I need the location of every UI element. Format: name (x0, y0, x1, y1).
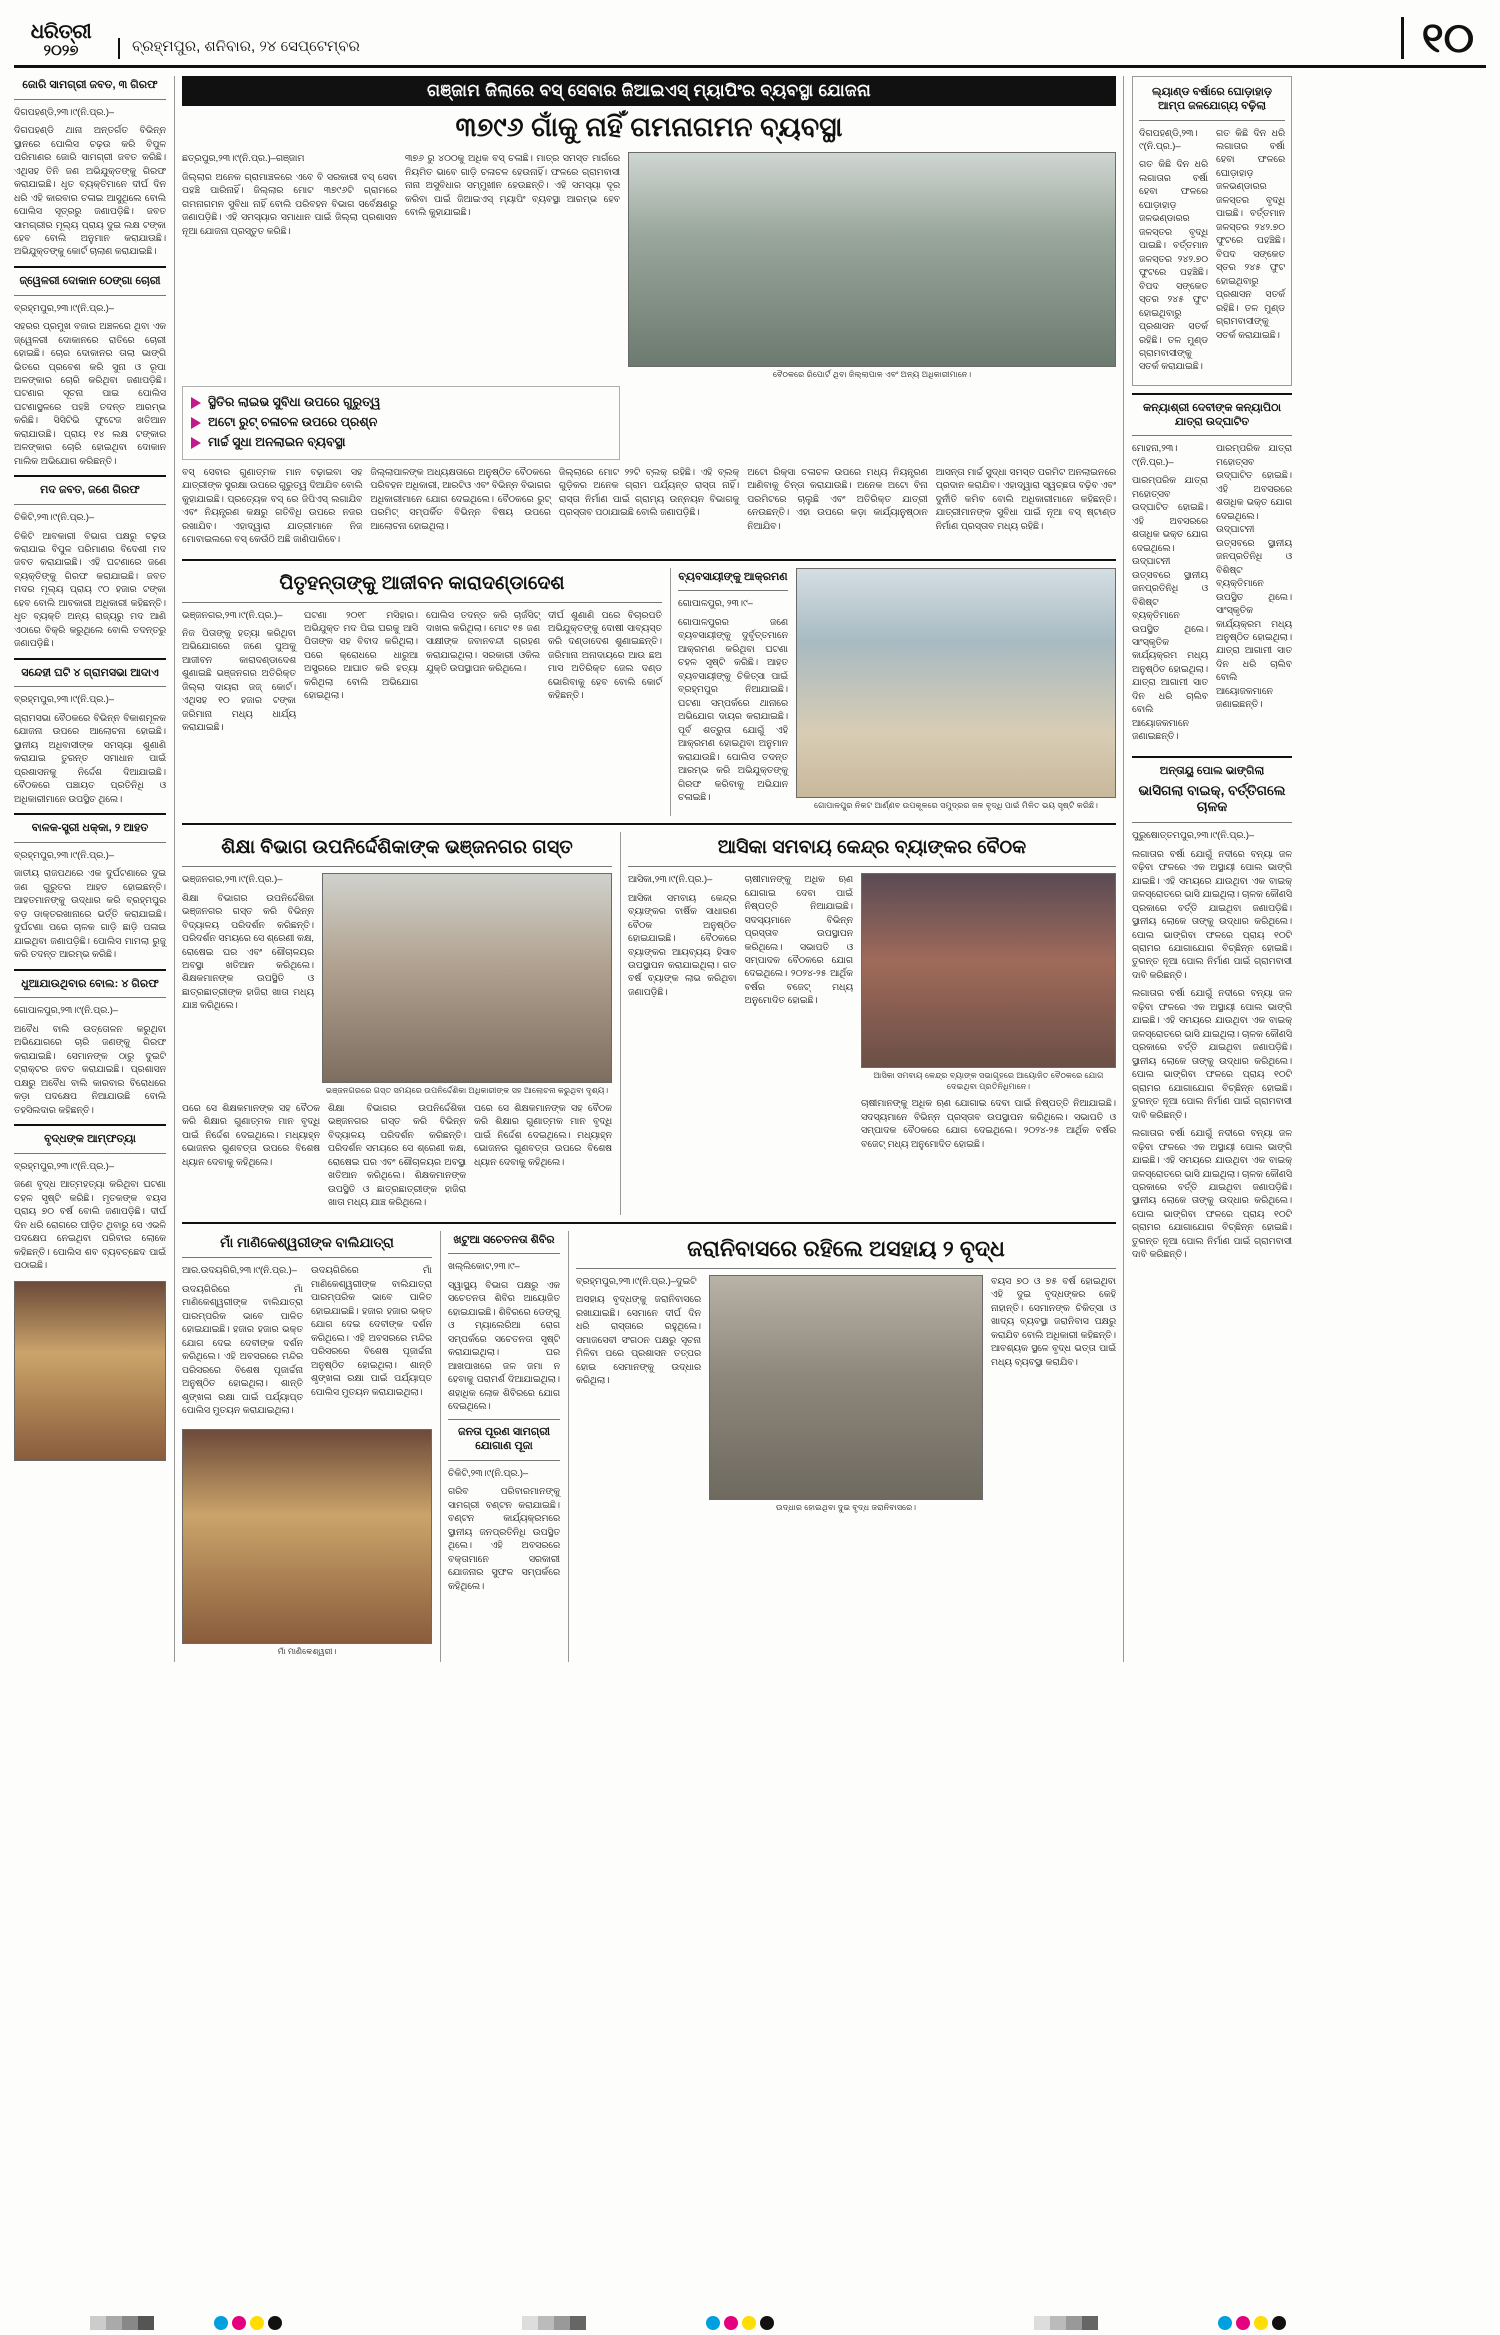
dateline: ଗୋପାଳପୁର,୨୩।୯(ନି.ପ୍ର.)– (14, 1005, 118, 1016)
story-body: ଚାଷୀମାନଙ୍କୁ ଅଧିକ ଋଣ ଯୋଗାଇ ଦେବା ପାଇଁ ନିଷ୍ପତ୍ତି ନିଆଯାଇଛି। ସଦସ୍ୟମାନେ ବିଭିନ୍ନ ପ୍ରସ୍ତାବ ଉପସ୍ଥାପନ କରିଥିଲେ। ସଭାପତି ଓ ସମ୍ପାଦକ ବୈଠକରେ ଯୋଗ ଦେଇଥିଲେ। ୨୦୨୪-୨୫ ଆର୍ଥିକ ବର୍ଷର ବଜେଟ୍ ମଧ୍ୟ ଅନୁମୋଦିତ ହୋଇଛି। (744, 874, 853, 1006)
story-yatra (1132, 402, 1292, 749)
oldage-col-2 (991, 1275, 1116, 1519)
story-body: ବସ୍ ସେବାର ଗୁଣାତ୍ମକ ମାନ ବଢ଼ାଇବା ସହ ଯାତ୍ରୀଙ୍କ ସୁରକ୍ଷା ଉପରେ ଗୁରୁତ୍ୱ ଦିଆଯିବ ବୋଲି କୁହାଯାଇଛି। ପ୍ରତ୍ୟେକ ବସ୍ ରେ ଜିପିଏସ୍ ଲଗାଯିବ ଏବଂ ନିୟନ୍ତ୍ରଣ କକ୍ଷରୁ ଗତିବିଧି ଉପରେ ନଜର ରଖାଯିବ। ଏହାଦ୍ୱାରା ଯାତ୍ରୀମାନେ ନିଜ ମୋବାଇଲରେ ବସ୍ କେଉଁଠି ଅଛି ଜାଣିପାରିବେ। (182, 466, 363, 545)
bank-photo-wrap (861, 873, 1116, 1156)
lead-col-e (936, 466, 1116, 552)
story-body: ଦିଗପହଣ୍ଡି ଥାନା ଅନ୍ତର୍ଗତ ବିଭିନ୍ନ ସ୍ଥାନରେ ପୋଲିସ ଚଢ଼ଉ କରି ବିପୁଳ ପରିମାଣର ଜୋରି ସାମଗ୍ରୀ ଜବତ କରିଛି। ଏଥିସହ ତିନି ଜଣ ଅଭିଯୁକ୍ତଙ୍କୁ ଗିରଫ କରାଯାଇଛି। ଧୃତ ବ୍ୟକ୍ତିମାନେ ଦୀର୍ଘ ଦିନ ଧରି ଏହି କାରବାର ଚଳାଇ ଆସୁଥିଲେ ବୋଲି ପୋଲିସ ସୂତ୍ରରୁ ଜଣାପଡ଼ିଛି। ଜବତ ସାମଗ୍ରୀର ମୂଲ୍ୟ ପ୍ରାୟ ଦୁଇ ଲକ୍ଷ ଟଙ୍କା ହେବ ବୋଲି ଅନୁମାନ କରାଯାଉଛି। ଅଭିଯୁକ୍ତଙ୍କୁ କୋର୍ଟ ଚାଲାଣ କରାଯାଇଛି। (14, 125, 166, 257)
headline: ଆସିକା ସମବାୟ କେନ୍ଦ୍ର ବ୍ୟାଙ୍କର ବୈଠକ (717, 837, 1027, 859)
bank-cols (628, 873, 1116, 1156)
lead-filler (628, 386, 1116, 460)
yatra-col-2 (1216, 442, 1292, 748)
dateline: ବ୍ରହ୍ମପୁର,୨୩।୯(ନି.ପ୍ର.)– (14, 302, 115, 313)
story-body: ଅସହାୟ ବୃଦ୍ଧଙ୍କୁ ଜରାନିବାସରେ ରଖାଯାଇଛି। ସେମାନେ ଦୀର୍ଘ ଦିନ ଧରି ରାସ୍ତାରେ ରହୁଥିଲେ। ସମାଜସେବୀ ସଂଗଠନ ପକ୍ଷରୁ ସୂଚନା ମିଳିବା ପରେ ପ୍ରଶାସନ ତତ୍ପର ହୋଇ ସେମାନଙ୍କୁ ଉଦ୍ଧାର କରିଥିଲା। (576, 1294, 701, 1386)
bullet-label: ମାର୍ଚ୍ଚ ସୁଧା ଅନଲାଇନ ବ୍ୟବସ୍ଥା (208, 435, 346, 450)
arrow-icon (191, 437, 201, 449)
story-body-cont: ଲଗାତାର ବର୍ଷା ଯୋଗୁଁ ନଦୀରେ ବନ୍ୟା ଜଳ ବଢ଼ିବା ଫଳରେ ଏକ ଅସ୍ଥାୟୀ ପୋଲ ଭାଙ୍ଗି ଯାଇଛି। ଏହି ସମୟରେ ଯାଉଥିବା ଏକ ବାଇକ୍ ଜଳସ୍ରୋତରେ ଭାସି ଯାଇଥିଲା। ଚାଳକ କୌଣସି ପ୍ରକାରେ ବର୍ତ୍ତି ଯାଇଥିବା ଜଣାପଡ଼ିଛି। ସ୍ଥାନୀୟ ଲୋକେ ତାଙ୍କୁ ଉଦ୍ଧାର କରିଥିଲେ। ପୋଲ ଭାଙ୍ଗିବା ଫଳରେ ପ୍ରାୟ ୧୦ଟି ଗ୍ରାମର ଯୋଗାଯୋଗ ବିଚ୍ଛିନ୍ନ ହୋଇଛି। ତୁରନ୍ତ ନୂଆ ପୋଲ ନିର୍ମାଣ ପାଇଁ ଗ୍ରାମବାସୀ ଦାବି କରିଛନ୍ତି। (1132, 988, 1292, 1120)
photo-caption: ମାଁ ମାଣିକେଶ୍ୱରୀ। (277, 1646, 337, 1656)
attack-story (670, 568, 788, 817)
story-jewel-seize (14, 79, 166, 259)
headline: ବୃଦ୍ଧଙ୍କ ଆମ୍ଫତ୍ୟା (44, 1133, 136, 1146)
dateline: ଛତ୍ରପୁର,୨୩।୯(ନି.ପ୍ର.)–ଗଞ୍ଜାମ (182, 153, 305, 164)
headline: ଖଟୁଆ ସଚେତନତା ଶିବିର (453, 1233, 555, 1246)
temple-photo (182, 1429, 432, 1644)
lead-story (182, 76, 1116, 552)
dateline: ପୁରୁଷୋତ୍ତମପୁର,୨୩।୯(ନି.ପ୍ର.)– (1132, 830, 1255, 841)
mid-row (182, 568, 1116, 817)
bank-col-2 (745, 873, 854, 1156)
court-col-2 (304, 609, 418, 740)
bank-col-1 (628, 873, 737, 1156)
bullet-item (191, 433, 611, 453)
dateline: ବ୍ରହ୍ମପୁର,୨୩।୯(ନି.ପ୍ର.)– (14, 1160, 115, 1171)
masthead (14, 0, 1486, 68)
story-body: ଗ୍ରାମସଭା ବୈଠକରେ ବିଭିନ୍ନ ବିକାଶମୂଳକ ଯୋଜନା ଉପରେ ଆଲୋଚନା ହୋଇଛି। ସ୍ଥାନୀୟ ଅଧିବାସୀଙ୍କ ସମସ୍ୟା ଶୁଣାଣି କରାଯାଇ ତୁରନ୍ତ ସମାଧାନ ପାଇଁ ପ୍ରଶାସନକୁ ନିର୍ଦ୍ଦେଶ ଦିଆଯାଇଛି। ବୈଠକରେ ପଞ୍ଚାୟତ ପ୍ରତିନିଧି ଓ ଅଧିକାରୀମାନେ ଉପସ୍ଥିତ ଥିଲେ। (14, 712, 166, 804)
story-sand-mining (14, 978, 166, 1118)
headline: ଲ୍ୟାଣ୍ଡ ବର୍ଷାରେ ଘୋଡ଼ାହାଡ଼ ଆମ୍ପ ଜଳଯୋଗ୍ୟ ବଢ଼ିଲା (1152, 86, 1272, 112)
story-reservoir (1132, 76, 1292, 386)
sea-photo (796, 568, 1116, 798)
lead-col-d (747, 466, 927, 552)
page-grid (14, 76, 1486, 1662)
lead-headline: ୩୭୯୬ ଗାଁକୁ ନାହିଁ ଗମନାଗମନ ବ୍ୟବସ୍ଥା (455, 112, 843, 143)
headline: କନ୍ୟାଶ୍ରୀ ଦେବୀଙ୍କ କନ୍ୟାପିଠା ଯାତ୍ରା ଉଦ୍‌ଘାଟିତ (1143, 401, 1281, 428)
headline: ମଦ ଜବତ, ଜଣେ ଗିରଫ (40, 484, 140, 497)
yatra-cols (1132, 442, 1292, 748)
headline: ଜରାନିବାସରେ ରହିଲେ ଅସହାୟ ୨ ବୃଦ୍ଧ (687, 1235, 1005, 1261)
oldage-cols (576, 1275, 1116, 1519)
photo-caption: ଆସିକା ସମବାୟ କେନ୍ଦ୍ର ବ୍ୟାଙ୍କ ସଭାଗୃହରେ ଆୟୋଜିତ ବୈଠକରେ ଯୋଗ ଦେଇଥିବା ପ୍ରତିନିଧିମାନେ। (873, 1071, 1104, 1091)
story-body: ପାରମ୍ପରିକ ଯାତ୍ରା ମହୋତ୍ସବ ଉଦ୍‌ଘାଟିତ ହୋଇଛି। ଏହି ଅବସରରେ ଶତାଧିକ ଭକ୍ତ ଯୋଗ ଦେଇଥିଲେ। ଉଦ୍‌ଘାଟନୀ ଉତ୍ସବରେ ସ୍ଥାନୀୟ ଜନପ୍ରତିନିଧି ଓ ବିଶିଷ୍ଟ ବ୍ୟକ୍ତିମାନେ ଉପସ୍ଥିତ ଥିଲେ। ସାଂସ୍କୃତିକ କାର୍ଯ୍ୟକ୍ରମ ମଧ୍ୟ ଅନୁଷ୍ଠିତ ହୋଇଥିଲା। ଯାତ୍ରା ଆଗାମୀ ସାତ ଦିନ ଧରି ଚାଲିବ ବୋଲି ଆୟୋଜକମାନେ ଜଣାଇଛନ୍ତି। (1216, 443, 1292, 710)
bullet-label: ସ୍ଥିତିର ଲାଇଭ ସୁବିଧା ଉପରେ ଗୁରୁତ୍ୱ (208, 395, 381, 410)
color-dots-right (1218, 2316, 1286, 2330)
headline: ବାଳକ-ସ୍ତ୍ରୀ ଧକ୍କା, ୨ ଆହତ (31, 822, 149, 835)
education-photo (322, 873, 612, 1083)
story-body: ଦୀର୍ଘ ଶୁଣାଣି ପରେ ବିଚାରପତି ଅଭିଯୁକ୍ତଙ୍କୁ ଦୋଷୀ ସାବ୍ୟସ୍ତ କରି ଦଣ୍ଡାଦେଶ ଶୁଣାଇଛନ୍ତି। ଜରିମାନା ଅନାଦାୟରେ ଆଉ ଛଅ ମାସ ଅତିରିକ୍ତ ଜେଲ ଦଣ୍ଡ ଭୋଗିବାକୁ ହେବ ବୋଲି କୋର୍ଟ କହିଛନ୍ତି। (548, 609, 662, 701)
lead-text-col-2 (405, 152, 620, 386)
story-liquor-seized (14, 484, 166, 650)
sub-headline: ଜନତା ପୂରଣ ସାମଗ୍ରୀ ଯୋଗାଣ ପୂଜା (457, 1426, 550, 1453)
color-registration-bar (0, 2311, 1500, 2335)
dateline: ଦିଗପହଣ୍ଡି,୨୩।୯(ନି.ପ୍ର.)– (14, 106, 115, 117)
oldage-photo-wrap (709, 1275, 983, 1519)
story-body: ପରେ ସେ ଶିକ୍ଷକମାନଙ୍କ ସହ ବୈଠକ କରି ଶିକ୍ଷାର ଗୁଣାତ୍ମକ ମାନ ବୃଦ୍ଧି ପାଇଁ ନିର୍ଦ୍ଦେଶ ଦେଇଥିଲେ। ମଧ୍ୟାହ୍ନ ଭୋଜନର ଗୁଣବତ୍ତା ଉପରେ ବିଶେଷ ଧ୍ୟାନ ଦେବାକୁ କହିଥିଲେ। (474, 1102, 612, 1167)
photo-caption: ଭଞ୍ଜନଗରରେ ଗସ୍ତ ସମୟରେ ଉପନିର୍ଦ୍ଦେଶିକା ଅଧିକାରୀଙ୍କ ସହ ଆଲୋଚନା କରୁଥିବା ଦୃଶ୍ୟ। (325, 1086, 609, 1096)
story-body: ଗତ କିଛି ଦିନ ଧରି ଲଗାତାର ବର୍ଷା ହେବା ଫଳରେ ଘୋଡ଼ାହାଡ଼ ଜଳଭଣ୍ଡାରର ଜଳସ୍ତର ବୃଦ୍ଧି ପାଇଛି। ବର୍ତ୍ତମାନ ଜଳସ୍ତର ୨୪୨.୭୦ ଫୁଟରେ ପହଞ୍ଚିଛି। ବିପଦ ସଙ୍କେତ ସ୍ତର ୨୪୫ ଫୁଟ ହୋଇଥିବାରୁ ପ୍ରଶାସନ ସତର୍କ ରହିଛି। ତଳ ମୁଣ୍ଡ ଗ୍ରାମବାସୀଙ୍କୁ ସତର୍କ କରାଯାଇଛି। (1139, 159, 1208, 372)
lead-para-2: ୩୭୬ ରୁ ୪୦୦କୁ ଅଧିକ ବସ୍ ଚଳାଛି। ମାତ୍ର ସମସ୍ତ ମାର୍ଗରେ ନିୟମିତ ଭାବେ ଗାଡ଼ି ଚଳାଚଳ ହେଉନାହିଁ। ଫଳରେ ଗ୍ରାମବାସୀ ନାନା ଅସୁବିଧାର ସମ୍ମୁଖୀନ ହେଉଛନ୍ତି। ଏହି ସମସ୍ୟା ଦୂର କରିବା ପାଇଁ ଜିଆଇଏସ୍ ମ୍ୟାପିଂ ବ୍ୟବସ୍ଥା ଆରମ୍ଭ ହେବ ବୋଲି କୁହାଯାଇଛି। (405, 153, 620, 218)
headline: ଭାସିଗଲା ବାଇକ୍, ବର୍ତ୍ତିଗଲେ ଚାଳକ (1138, 782, 1286, 815)
story-bridge (1132, 765, 1292, 1262)
reservoir-col-2 (1216, 127, 1285, 379)
yatra-col-1 (1132, 442, 1208, 748)
court-story (182, 568, 662, 817)
education-bottom (182, 1102, 612, 1215)
headline: ଶିକ୍ଷା ବିଭାଗ ଉପନିର୍ଦ୍ଦେଶିକାଙ୍କ ଭଞ୍ଜନଗର ଗସ୍ତ (221, 837, 573, 859)
dateline: ଭଞ୍ଜନଗର,୨୩।୯(ନି.ପ୍ର.)– (182, 874, 283, 885)
education-col-x (182, 1102, 320, 1215)
story-body: ଉଦୟଗିରିରେ ମାଁ ମାଣିକେଶ୍ୱରୀଙ୍କ ବାଲିଯାତ୍ରା ପାରମ୍ପରିକ ଭାବେ ପାଳିତ ହୋଇଯାଇଛି। ହଜାର ହଜାର ଭକ୍ତ ଯୋଗ ଦେଇ ଦେବୀଙ୍କ ଦର୍ଶନ କରିଥିଲେ। ଏହି ଅବସରରେ ମନ୍ଦିର ପରିସରରେ ବିଶେଷ ପୂଜାର୍ଚ୍ଚନା ଅନୁଷ୍ଠିତ ହୋଇଥିଲା। ଶାନ୍ତି ଶୃଙ୍ଖଳା ରକ୍ଷା ପାଇଁ ପର୍ଯ୍ୟାପ୍ତ ପୋଲିସ ମୁତୟନ କରାଯାଇଥିଲା। (311, 1265, 432, 1397)
story-body: ଲଗାତାର ବର୍ଷା ଯୋଗୁଁ ନଦୀରେ ବନ୍ୟା ଜଳ ବଢ଼ିବା ଫଳରେ ଏକ ଅସ୍ଥାୟୀ ପୋଲ ଭାଙ୍ଗି ଯାଇଛି। ଏହି ସମୟରେ ଯାଉଥିବା ଏକ ବାଇକ୍ ଜଳସ୍ରୋତରେ ଭାସି ଯାଇଥିଲା। ଚାଳକ କୌଣସି ପ୍ରକାରେ ବର୍ତ୍ତି ଯାଇଥିବା ଜଣାପଡ଼ିଛି। ସ୍ଥାନୀୟ ଲୋକେ ତାଙ୍କୁ ଉଦ୍ଧାର କରିଥିଲେ। ପୋଲ ଭାଙ୍ଗିବା ଫଳରେ ପ୍ରାୟ ୧୦ଟି ଗ୍ରାମର ଯୋଗାଯୋଗ ବିଚ୍ଛିନ୍ନ ହୋଇଛି। ତୁରନ୍ତ ନୂଆ ପୋଲ ନିର୍ମାଣ ପାଇଁ ଗ୍ରାମବାସୀ ଦାବି କରିଛନ୍ତି। (1132, 848, 1292, 980)
color-dots-mid (706, 2316, 774, 2330)
reservoir-col-1 (1139, 127, 1208, 379)
story-accident (14, 822, 166, 962)
dateline: ଭଞ୍ଜନଗର,୨୩।୯(ନି.ପ୍ର.)– (182, 609, 283, 620)
headline: ସନ୍ଦେହୀ ଘଟି ୪ ଗ୍ରାମସଭା ଆଦାଏ (21, 666, 159, 679)
lead-top-row (182, 152, 1116, 386)
temple-col-2 (311, 1264, 432, 1422)
story-body: ଅବୈଧ ବାଲି ଉତ୍ତୋଳନ କରୁଥିବା ଅଭିଯୋଗରେ ଚାରି ଜଣଙ୍କୁ ଗିରଫ କରାଯାଇଛି। ସେମାନଙ୍କ ଠାରୁ ଦୁଇଟି ଟ୍ରାକ୍ଟର ଜବତ କରାଯାଇଛି। ପ୍ରଶାସନ ପକ୍ଷରୁ ଅବୈଧ ବାଲି କାରବାର ବିରୋଧରେ କଡ଼ା ପଦକ୍ଷେପ ନିଆଯାଉଛି ବୋଲି ତହସିଲଦାର କହିଛନ୍ତି। (14, 1023, 166, 1115)
bottom-row (182, 1231, 1116, 1663)
education-text (182, 873, 314, 1102)
story-jewellery-theft (14, 275, 166, 468)
photo-caption: ଗୋପାଳପୁର ନିକଟ ଆର୍ଣ୍ଣବ ଉପକୂଳରେ ସମୁଦ୍ରର ଜଳ ବୃଦ୍ଧି ପାଇଁ ମିଳିତ ଭୟ ସୃଷ୍ଟି କରିଛି। (814, 800, 1098, 810)
story-body: ଘଟଣା ୨୦୧୮ ମସିହାର। ଅଭିଯୁକ୍ତ ମଦ ପିଇ ଘରକୁ ଆସି ପିତାଙ୍କ ସହ ବିବାଦ କରିଥିଲା। ପରେ କ୍ରୋଧରେ ଧାରୁଆ ଅସ୍ତ୍ରରେ ଆଘାତ କରି ହତ୍ୟା କରିଥିଲା ବୋଲି ଅଭିଯୋଗ ହୋଇଥିଲା। (304, 609, 418, 701)
bank-photo (861, 873, 1116, 1068)
story-body: ଉଦୟଗିରିରେ ମାଁ ମାଣିକେଶ୍ୱରୀଙ୍କ ବାଲିଯାତ୍ରା ପାରମ୍ପରିକ ଭାବେ ପାଳିତ ହୋଇଯାଇଛି। ହଜାର ହଜାର ଭକ୍ତ ଯୋଗ ଦେଇ ଦେବୀଙ୍କ ଦର୍ଶନ କରିଥିଲେ। ଏହି ଅବସରରେ ମନ୍ଦିର ପରିସରରେ ବିଶେଷ ପୂଜାର୍ଚ୍ଚନା ଅନୁଷ୍ଠିତ ହୋଇଥିଲା। ଶାନ୍ତି ଶୃଙ୍ଖଳା ରକ୍ଷା ପାଇଁ ପର୍ଯ୍ୟାପ୍ତ ପୋଲିସ ମୁତୟନ କରାଯାଇଥିଲା। (182, 1283, 303, 1416)
dateline: ଖଲ୍ଲିକୋଟ,୨୩।୯– (448, 1261, 520, 1272)
headline-kicker: ଅନ୍ତାୟୁ ପୋଲ ଭାଙ୍ଗିଲା (1159, 764, 1265, 777)
color-dots-left (214, 2316, 282, 2330)
camp-story (440, 1231, 560, 1663)
gray-patches-right (1034, 2316, 1098, 2330)
dateline: ଦିଗପହଣ୍ଡି,୨୩।୯(ନି.ପ୍ର.)– (1139, 127, 1198, 151)
story-body: ଚିକିଟି ଆବକାରୀ ବିଭାଗ ପକ୍ଷରୁ ଚଢ଼ଉ କରାଯାଇ ବିପୁଳ ପରିମାଣର ବିଦେଶୀ ମଦ ଜବତ କରାଯାଇଛି। ଏହି ଘଟଣାରେ ଜଣେ ବ୍ୟକ୍ତିଙ୍କୁ ଗିରଫ କରାଯାଇଛି। ଜବତ ମଦର ମୂଲ୍ୟ ପ୍ରାୟ ୯୦ ହଜାର ଟଙ୍କା ହେବ ବୋଲି ଆବକାରୀ ଅଧିକାରୀ କହିଛନ୍ତି। ଧୃତ ବ୍ୟକ୍ତି ଅନ୍ୟ ରାଜ୍ୟରୁ ମଦ ଆଣି ଏଠାରେ ବିକ୍ରି କରୁଥିଲେ ବୋଲି ତଦନ୍ତରୁ ଜଣାପଡ଼ିଛି। (14, 530, 166, 649)
left-column (14, 76, 166, 1662)
story-body: ପୋଲିସ ତଦନ୍ତ କରି ଚାର୍ଜସିଟ୍ ଦାଖଲ କରିଥିଲା। ମୋଟ ୧୫ ଜଣ ସାକ୍ଷୀଙ୍କ ଜବାନବନ୍ଦୀ ଗ୍ରହଣ କରାଯାଇଥିଲା। ସରକାରୀ ଓକିଲ ଯୁକ୍ତି ଉପସ୍ଥାପନ କରିଥିଲେ। (426, 609, 540, 674)
dateline: ଚିକିଟି,୨୩।୯(ନି.ପ୍ର.)– (14, 512, 95, 523)
story-body: ପରେ ସେ ଶିକ୍ଷକମାନଙ୍କ ସହ ବୈଠକ କରି ଶିକ୍ଷାର ଗୁଣାତ୍ମକ ମାନ ବୃଦ୍ଧି ପାଇଁ ନିର୍ଦ୍ଦେଶ ଦେଇଥିଲେ। ମଧ୍ୟାହ୍ନ ଭୋଜନର ଗୁଣବତ୍ତା ଉପରେ ବିଶେଷ ଧ୍ୟାନ ଦେବାକୁ କହିଥିଲେ। (182, 1102, 320, 1167)
headline: ଧୁଆଯାଉଥିବାର ବୋଲ: ୪ ଗିରଫ (21, 977, 159, 990)
story-body: ଜିଲ୍ଲାପାଳଙ୍କ ଅଧ୍ୟକ୍ଷତାରେ ଅନୁଷ୍ଠିତ ବୈଠକରେ ପରିବହନ ଅଧିକାରୀ, ଆରଟିଓ ଏବଂ ବିଭିନ୍ନ ବିଭାଗର ଅଧିକାରୀମାନେ ଯୋଗ ଦେଇଥିଲେ। ବୈଠକରେ ରୁଟ୍ ପରମିଟ୍ ସମ୍ପର୍କିତ ବିଭିନ୍ନ ବିଷୟ ଉପରେ ଆଲୋଚନା ହୋଇଥିଲା। (370, 466, 551, 531)
bullet-item (191, 413, 611, 433)
story-body: ଶିକ୍ଷା ବିଭାଗର ଉପନିର୍ଦ୍ଦେଶିକା ଭଞ୍ଜନଗର ଗସ୍ତ କରି ବିଭିନ୍ନ ବିଦ୍ୟାଳୟ ପରିଦର୍ଶନ କରିଛନ୍ତି। ପରିଦର୍ଶନ ସମୟରେ ସେ ଶ୍ରେଣୀ କକ୍ଷ, ରୋଷେଇ ଘର ଏବଂ ଶୌଚାଳୟର ଅବସ୍ଥା ଖତିଆନ କରିଥିଲେ। ଶିକ୍ଷକମାନଙ୍କ ଉପସ୍ଥିତି ଓ ଛାତ୍ରଛାତ୍ରୀଙ୍କ ହାଜିରା ଖାତା ମଧ୍ୟ ଯାଞ୍ଚ କରିଥିଲେ। (182, 892, 314, 1011)
dateline: ମୋହନା,୨୩।୯(ନି.ପ୍ର.)– (1132, 443, 1178, 467)
oldage-col-1 (576, 1275, 701, 1519)
bank-story (620, 832, 1116, 1214)
dateline: ଆସିକା,୨୩।୯(ନି.ପ୍ର.)– (628, 874, 713, 885)
temple-story (182, 1231, 432, 1663)
story-body: ଆସିକା ସମବାୟ କେନ୍ଦ୍ର ବ୍ୟାଙ୍କର ବାର୍ଷିକ ସାଧାରଣ ବୈଠକ ଅନୁଷ୍ଠିତ ହୋଇଯାଇଛି। ବୈଠକରେ ବ୍ୟାଙ୍କର ଆୟବ୍ୟୟ ହିସାବ ଉପସ୍ଥାପନ କରାଯାଇଥିଲା। ଗତ ବର୍ଷ ବ୍ୟାଙ୍କ ଲାଭ କରିଥିବା ଜଣାପଡ଼ିଛି। (628, 892, 737, 997)
court-col-1 (182, 609, 296, 740)
lead-bullets-row (182, 386, 1116, 460)
reservoir-cols (1139, 127, 1285, 379)
arrow-icon (191, 417, 201, 429)
dateline: ଆର.ଉଦୟଗିରି,୨୩।୯(ନି.ପ୍ର.)– (182, 1265, 297, 1276)
gray-patches-mid (522, 2316, 586, 2330)
story-body: ଅଟୋ ରିକ୍ସା ଚଳାଚଳ ଉପରେ ମଧ୍ୟ ନିୟନ୍ତ୍ରଣ ଆଣିବାକୁ ଚିନ୍ତା କରାଯାଉଛି। ଅନେକ ଅଟୋ ବିନା ପରମିଟରେ ଚାଲୁଛି ଏବଂ ଅତିରିକ୍ତ ଯାତ୍ରୀ ନେଉଛନ୍ତି। ଏହା ଉପରେ କଡ଼ା କାର୍ଯ୍ୟାନୁଷ୍ଠାନ ନିଆଯିବ। (747, 466, 928, 531)
paper-name: ଧରିତ୍ରୀ (30, 21, 92, 44)
story-body: ଚାଷୀମାନଙ୍କୁ ଅଧିକ ଋଣ ଯୋଗାଇ ଦେବା ପାଇଁ ନିଷ୍ପତ୍ତି ନିଆଯାଇଛି। ସଦସ୍ୟମାନେ ବିଭିନ୍ନ ପ୍ରସ୍ତାବ ଉପସ୍ଥାପନ କରିଥିଲେ। ସଭାପତି ଓ ସମ୍ପାଦକ ବୈଠକରେ ଯୋଗ ଦେଇଥିଲେ। ୨୦୨୪-୨୫ ଆର୍ଥିକ ବର୍ଷର ବଜେଟ୍ ମଧ୍ୟ ଅନୁମୋଦିତ ହୋଇଛି। (861, 1098, 1116, 1149)
court-col-3 (426, 609, 540, 740)
story-body: ସ୍ୱାସ୍ଥ୍ୟ ବିଭାଗ ପକ୍ଷରୁ ଏକ ସଚେତନତା ଶିବିର ଆୟୋଜିତ ହୋଇଯାଇଛି। ଶିବିରରେ ଡେଙ୍ଗୁ ଓ ମ୍ୟାଲେରିଆ ରୋଗ ସମ୍ପର୍କରେ ସଚେତନତା ସୃଷ୍ଟି କରାଯାଇଥିଲା। ଘର ଆଖପାଖରେ ଜଳ ଜମା ନ ହେବାକୁ ପରାମର୍ଶ ଦିଆଯାଇଥିଲା। ଶହାଧିକ ଲୋକ ଶିବିରରେ ଯୋଗ ଦେଇଥିଲେ। (448, 1279, 560, 1412)
education-col-y (328, 1102, 466, 1215)
headline: ଜ୍ୱେଳରୀ ଦୋକାନ ଠେଙ୍ଗା ଚୋରୀ (19, 274, 161, 287)
story-body: ନିଜ ପିତାଙ୍କୁ ହତ୍ୟା କରିଥିବା ଅଭିଯୋଗରେ ଜଣେ ପୁଅକୁ ଆଜୀବନ କାରାଦଣ୍ଡାଦେଶ ଶୁଣାଇଛି ଭଞ୍ଜନଗର ଅତିରିକ୍ତ ଜିଲ୍ଲା ଦାୟରା ଜଜ୍ କୋର୍ଟ। ଏଥିସହ ୧୦ ହଜାର ଟଙ୍କା ଜରିମାନା ମଧ୍ୟ ଧାର୍ଯ୍ୟ କରାଯାଇଛି। (182, 627, 296, 733)
education-col-z (474, 1102, 612, 1215)
story-body: ଗୋପାଳପୁରର ଜଣେ ବ୍ୟବସାୟୀଙ୍କୁ ଦୁର୍ବୃତ୍ତମାନେ ଆକ୍ରମଣ କରିଥିବା ଘଟଣା ଚହଳ ସୃଷ୍ଟି କରିଛି। ଆହତ ବ୍ୟବସାୟୀଙ୍କୁ ଚିକିତ୍ସା ପାଇଁ ବ୍ରହ୍ମପୁର ନିଆଯାଇଛି। ଘଟଣା ସମ୍ପର୍କରେ ଥାନାରେ ଅଭିଯୋଗ ଦାୟର କରାଯାଇଛି। ପୂର୍ବ ଶତ୍ରୁତା ଯୋଗୁଁ ଏହି ଆକ୍ରମଣ ହୋଇଥିବା ଅନୁମାନ କରାଯାଉଛି। ପୋଲିସ ତଦନ୍ତ ଆରମ୍ଭ କରି ଅଭିଯୁକ୍ତଙ୍କୁ ଗିରଫ କରିବାକୁ ଅଭିଯାନ ଚଳାଇଛି। (678, 616, 788, 803)
dateline: ବ୍ରହ୍ମପୁର,୨୩।୯(ନି.ପ୍ର.)– (14, 694, 115, 705)
story-body: ବୟସ ୭୦ ଓ ୭୫ ବର୍ଷ ହୋଇଥିବା ଏହି ଦୁଇ ବୃଦ୍ଧଙ୍କର କେହି ନାହାନ୍ତି। ସେମାନଙ୍କ ଚିକିତ୍ସା ଓ ଖାଦ୍ୟ ବ୍ୟବସ୍ଥା ଜରାନିବାସ ପକ୍ଷରୁ କରାଯିବ ବୋଲି ଅଧିକାରୀ କହିଛନ୍ତି। ଆବଶ୍ୟକ ସ୍ଥଳେ ବୃଦ୍ଧ ଭତ୍ତା ପାଇଁ ମଧ୍ୟ ବ୍ୟବସ୍ଥା କରାଯିବ। (991, 1275, 1116, 1367)
story-body: ଶିକ୍ଷା ବିଭାଗର ଉପନିର୍ଦ୍ଦେଶିକା ଭଞ୍ଜନଗର ଗସ୍ତ କରି ବିଭିନ୍ନ ବିଦ୍ୟାଳୟ ପରିଦର୍ଶନ କରିଛନ୍ତି। ପରିଦର୍ଶନ ସମୟରେ ସେ ଶ୍ରେଣୀ କକ୍ଷ, ରୋଷେଇ ଘର ଏବଂ ଶୌଚାଳୟର ଅବସ୍ଥା ଖତିଆନ କରିଥିଲେ। ଶିକ୍ଷକମାନଙ୍କ ଉପସ୍ଥିତି ଓ ଛାତ୍ରଛାତ୍ରୀଙ୍କ ହାଜିରା ଖାତା ମଧ୍ୟ ଯାଞ୍ଚ କରିଥିଲେ। (328, 1102, 466, 1208)
lead-kicker: ଗଞ୍ଜାମ ଜିଲାରେ ବସ୍ ସେବାର ଜିଆଇଏସ୍ ମ୍ୟାପିଂର ବ୍ୟବସ୍ଥା ଯୋଜନା (182, 76, 1116, 106)
edu-bank-row (182, 832, 1116, 1214)
temple-cols (182, 1264, 432, 1422)
education-story (182, 832, 612, 1214)
oldage-story (568, 1231, 1116, 1663)
headline: ଜୋରି ସାମଗ୍ରୀ ଜବତ, ୩ ଗିରଫ (22, 79, 158, 91)
headline: ମାଁ ମାଣିକେଶ୍ୱରୀଙ୍କ ବାଲିଯାତ୍ରା (220, 1234, 394, 1250)
story-body: ଜିଲ୍ଲାରେ ମୋଟ ୨୨ଟି ବ୍ଲକ୍ ରହିଛି। ଏହି ବ୍ଲକ୍ ଗୁଡ଼ିକର ଅନେକ ଗ୍ରାମ ପର୍ଯ୍ୟନ୍ତ ରାସ୍ତା ନାହିଁ। ରାସ୍ତା ନିର୍ମାଣ ପାଇଁ ଗ୍ରାମ୍ୟ ଉନ୍ନୟନ ବିଭାଗକୁ ପ୍ରସ୍ତାବ ପଠାଯାଇଛି ବୋଲି ଜଣାପଡ଼ିଛି। (558, 466, 740, 518)
dateline: ବ୍ରହ୍ମପୁର,୨୩।୯(ନି.ପ୍ର.)– (14, 849, 115, 860)
sea-photo-block (796, 568, 1116, 817)
story-body: ସହରର ପ୍ରମୁଖ ବଜାର ଅଞ୍ଚଳରେ ଥିବା ଏକ ଜ୍ୱେଳରୀ ଦୋକାନରେ ରାତିରେ ଚୋରୀ ହୋଇଛି। ଚୋର ଦୋକାନର ତାଲା ଭାଙ୍ଗି ଭିତରେ ପ୍ରବେଶ କରି ସୁନା ଓ ରୂପା ଅଳଙ୍କାର ଚୋରି କରିଥିବା ଜଣାପଡ଼ିଛି। ଘଟଣାର ସୂଚନା ପାଇ ପୋଲିସ ଘଟଣାସ୍ଥଳରେ ପହଞ୍ଚି ତଦନ୍ତ ଆରମ୍ଭ କରିଛି। ସିସିଟିଭି ଫୁଟେଜ ଖତିଆନ କରାଯାଉଛି। ପ୍ରାୟ ୧୪ ଲକ୍ଷ ଟଙ୍କାର ଅଳଙ୍କାର ଚୋରି ହୋଇଥିବା ଦୋକାନ ମାଲିକ ଅଭିଯୋଗ କରିଛନ୍ତି। (14, 321, 166, 466)
headline: ପିତୃହନ୍ତାଙ୍କୁ ଆଜୀବନ କାରାଦଣ୍ଡାଦେଶ (279, 572, 565, 594)
story-body: ଗତ କିଛି ଦିନ ଧରି ଲଗାତାର ବର୍ଷା ହେବା ଫଳରେ ଘୋଡ଼ାହାଡ଼ ଜଳଭଣ୍ଡାରର ଜଳସ୍ତର ବୃଦ୍ଧି ପାଇଛି। ବର୍ତ୍ତମାନ ଜଳସ୍ତର ୨୪୨.୭୦ ଫୁଟରେ ପହଞ୍ଚିଛି। ବିପଦ ସଙ୍କେତ ସ୍ତର ୨୪୫ ଫୁଟ ହୋଇଥିବାରୁ ପ୍ରଶାସନ ସତର୍କ ରହିଛି। ତଳ ମୁଣ୍ଡ ଗ୍ରାମବାସୀଙ୍କୁ ସତର୍କ କରାଯାଇଛି। (1216, 127, 1285, 340)
story-body: ଗରିବ ପରିବାରମାନଙ୍କୁ ସାମଗ୍ରୀ ବଣ୍ଟନ କରାଯାଇଛି। ବଣ୍ଟନ କାର୍ଯ୍ୟକ୍ରମରେ ସ୍ଥାନୀୟ ଜନପ୍ରତିନିଧି ଉପସ୍ଥିତ ଥିଲେ। ଏହି ଅବସରରେ ବକ୍ତାମାନେ ସରକାରୀ ଯୋଜନାର ସୁଫଳ ସମ୍ପର୍କରେ କହିଥିଲେ। (448, 1486, 560, 1591)
dateline: ବ୍ରହ୍ମପୁର,୨୩।୯(ନି.ପ୍ର.)–ଦୁଇଟି (576, 1275, 697, 1286)
lead-text-col-1 (182, 152, 397, 386)
story-body-cont2: ଲଗାତାର ବର୍ଷା ଯୋଗୁଁ ନଦୀରେ ବନ୍ୟା ଜଳ ବଢ଼ିବା ଫଳରେ ଏକ ଅସ୍ଥାୟୀ ପୋଲ ଭାଙ୍ଗି ଯାଇଛି। ଏହି ସମୟରେ ଯାଉଥିବା ଏକ ବାଇକ୍ ଜଳସ୍ରୋତରେ ଭାସି ଯାଇଥିଲା। ଚାଳକ କୌଣସି ପ୍ରକାରେ ବର୍ତ୍ତି ଯାଇଥିବା ଜଣାପଡ଼ିଛି। ସ୍ଥାନୀୟ ଲୋକେ ତାଙ୍କୁ ଉଦ୍ଧାର କରିଥିଲେ। ପୋଲ ଭାଙ୍ଗିବା ଫଳରେ ପ୍ରାୟ ୧୦ଟି ଗ୍ରାମର ଯୋଗାଯୋଗ ବିଚ୍ଛିନ୍ନ ହୋଇଛି। ତୁରନ୍ତ ନୂଆ ପୋଲ ନିର୍ମାଣ ପାଇଁ ଗ୍ରାମବାସୀ ଦାବି କରିଛନ୍ତି। (1132, 1128, 1292, 1260)
lead-col-c (559, 466, 739, 552)
bullet-label: ଅଟୋ ରୁଟ୍ ଚଳାଚଳ ଉପରେ ପ୍ରଶ୍ନ (208, 415, 378, 430)
court-cols (182, 609, 662, 740)
bullet-item (191, 393, 611, 413)
story-body: ପାରମ୍ପରିକ ଯାତ୍ରା ମହୋତ୍ସବ ଉଦ୍‌ଘାଟିତ ହୋଇଛି। ଏହି ଅବସରରେ ଶତାଧିକ ଭକ୍ତ ଯୋଗ ଦେଇଥିଲେ। ଉଦ୍‌ଘାଟନୀ ଉତ୍ସବରେ ସ୍ଥାନୀୟ ଜନପ୍ରତିନିଧି ଓ ବିଶିଷ୍ଟ ବ୍ୟକ୍ତିମାନେ ଉପସ୍ଥିତ ଥିଲେ। ସାଂସ୍କୃତିକ କାର୍ଯ୍ୟକ୍ରମ ମଧ୍ୟ ଅନୁଷ୍ଠିତ ହୋଇଥିଲା। ଯାତ୍ରା ଆଗାମୀ ସାତ ଦିନ ଧରି ଚାଲିବ ବୋଲି ଆୟୋଜକମାନେ ଜଣାଇଛନ୍ତି। (1132, 475, 1208, 742)
lead-col-a (182, 466, 362, 552)
dateline: ଗୋପାଳପୁର, ୨୩।୯– (678, 598, 753, 609)
lead-para-1: ଜିଲ୍ଲାର ଅନେକ ଗ୍ରାମାଞ୍ଚଳରେ ଏବେ ବି ସରକାରୀ ବସ୍ ସେବା ପହଞ୍ଚି ପାରିନାହିଁ। ଜିଲ୍ଲାର ମୋଟ ୩୭୯୬ଟି ଗ୍ରାମରେ ଗମନାଗମନ ସୁବିଧା ନାହିଁ ବୋଲି ପରିବହନ ବିଭାଗ ସର୍ବେକ୍ଷଣରୁ ଜଣାପଡ଼ିଛି। ଏହି ସମସ୍ୟାର ସମାଧାନ ପାଇଁ ଜିଲ୍ଲା ପ୍ରଶାସନ ନୂଆ ଯୋଜନା ପ୍ରସ୍ତୁତ କରିଛି। (182, 171, 397, 236)
lead-col-b (370, 466, 550, 552)
arrow-icon (191, 397, 201, 409)
story-body: ଜାତୀୟ ରାଜପଥରେ ଏକ ଦୁର୍ଘଟଣାରେ ଦୁଇ ଜଣ ଗୁରୁତର ଆହତ ହୋଇଛନ୍ତି। ଆହତମାନଙ୍କୁ ଉଦ୍ଧାର କରି ବ୍ରହ୍ମପୁର ବଡ଼ ଡାକ୍ତରଖାନାରେ ଭର୍ତ୍ତି କରାଯାଇଛି। ଦୁର୍ଘଟଣା ପରେ ଚାଳକ ଗାଡ଼ି ଛାଡ଼ି ପଳାଇ ଯାଇଥିବା ଜଣାପଡ଼ିଛି। ପୋଲିସ ମାମଲା ରୁଜୁ କରି ତଦନ୍ତ ଆରମ୍ଭ କରିଛି। (14, 868, 166, 960)
education-photo-wrap (322, 873, 612, 1102)
story-body: ଆସନ୍ତା ମାର୍ଚ୍ଚ ସୁଦ୍ଧା ସମସ୍ତ ପରମିଟ ଅନଲାଇନରେ ପ୍ରଦାନ କରାଯିବ। ଏହାଦ୍ୱାରା ସ୍ୱଚ୍ଛତା ବଢ଼ିବ ଏବଂ ଦୁର୍ନୀତି କମିବ ବୋଲି ଅଧିକାରୀମାନେ କହିଛନ୍ତି। ଯାତ୍ରୀମାନଙ୍କ ସୁବିଧା ପାଇଁ ନୂଆ ବସ୍ ଷ୍ଟାଣ୍ଡ ନିର୍ମାଣ ପ୍ରସ୍ତାବ ମଧ୍ୟ ରହିଛି। (935, 466, 1117, 531)
edition-dateline: ବ୍ରହ୍ମପୁର, ଶନିବାର, ୨୪ ସେପ୍ଟେମ୍ବର (118, 38, 1387, 59)
photo-caption: ବୈଠକରେ ରିପୋର୍ଟ ଥିବା ଜିଲ୍ଲାପାଳ ଏବଂ ଅନ୍ୟ ଅଧିକାରୀମାନେ। (772, 370, 972, 380)
education-cols (182, 873, 612, 1102)
lead-photo-wrap (628, 152, 1116, 386)
right-column (1132, 76, 1292, 1662)
page-number: ୧୦ (1401, 17, 1482, 59)
story-body: ଜଣେ ବୃଦ୍ଧ ଆତ୍ମହତ୍ୟା କରିଥିବା ଘଟଣା ଚହଳ ସୃଷ୍ଟି କରିଛି। ମୃତକଙ୍କ ବୟସ ପ୍ରାୟ ୭୦ ବର୍ଷ ବୋଲି ଜଣାପଡ଼ିଛି। ଦୀର୍ଘ ଦିନ ଧରି ରୋଗରେ ପୀଡ଼ିତ ଥିବାରୁ ସେ ଏଭଳି ପଦକ୍ଷେପ ନେଇଥିବା ପରିବାର ଲୋକେ କହିଛନ୍ତି। ପୋଲିସ ଶବ ବ୍ୟବଚ୍ଛେଦ ପାଇଁ ପଠାଇଛି। (14, 1179, 166, 1271)
lead-bullets (182, 386, 620, 460)
meeting-photo (628, 152, 1116, 367)
temple-photo-left (14, 1281, 166, 1461)
lead-bottom-row (182, 466, 1116, 552)
oldage-photo (709, 1275, 983, 1500)
paper-logo (18, 22, 104, 59)
court-col-4 (548, 609, 662, 740)
temple-col-1 (182, 1264, 303, 1422)
paper-subtitle: ୨୦୨୭ (43, 42, 79, 60)
dateline: ଚିକିଟି,୨୩।୯(ନି.ପ୍ର.)– (448, 1467, 529, 1478)
gray-patches-left (90, 2316, 154, 2330)
story-suicide (14, 1133, 166, 1273)
photo-caption: ଉଦ୍ଧାର ହୋଇଥିବା ଦୁଇ ବୃଦ୍ଧ ଜରାନିବାସରେ। (775, 1502, 917, 1512)
story-gramsabha (14, 667, 166, 807)
center-block (174, 76, 1124, 1662)
headline: ବ୍ୟବସାୟୀଙ୍କୁ ଆକ୍ରମଣ (678, 570, 788, 583)
